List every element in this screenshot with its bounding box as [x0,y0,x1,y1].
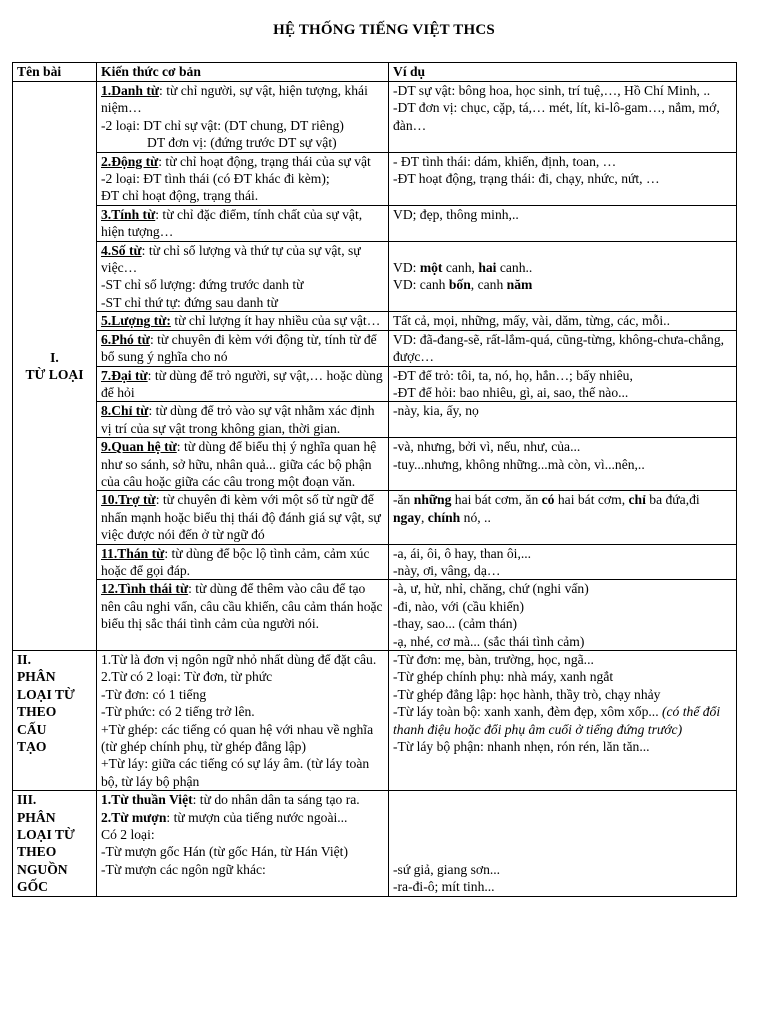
example-text: -ăn [393,492,414,508]
section-line: PHÂN [17,809,56,825]
term-label: 11.Thán từ [101,545,165,561]
knowledge-cell [97,205,389,241]
knowledge-line: -Từ đơn: có 1 tiếng [101,686,207,702]
example-emphasis: chính [427,509,461,525]
example-line: -DT đơn vị: chục, cặp, tá,… mét, lít, ki-lô-gam…, nắm, mớ, đàn… [393,100,720,133]
section-line: THEO [17,704,57,720]
example-line [393,259,732,276]
table-row [13,438,737,491]
term-definition: : từ do nhân dân ta sáng tạo ra. [192,792,360,808]
section-word-origin [13,791,97,896]
knowledge-line: -Từ mượn gốc Hán (từ gốc Hán, từ Hán Việt) [101,844,348,860]
example-cell [389,651,737,791]
term-definition: : từ chuyên đi kèm với động từ, tính từ để bổ sung ý nghĩa cho nó [101,331,377,365]
example-cell [389,82,737,153]
section-line: THEO [17,844,57,860]
example-line: -a, ái, ôi, ô hay, than ôi,... [393,545,532,561]
example-line: Tất cả, mọi, những, mấy, vài, dăm, từng, các, mỗi.. [393,313,670,329]
example-line: -sứ giả, giang sơn... [393,861,501,877]
table-header-row [13,63,737,82]
term-label: 4.Số từ [101,242,142,258]
knowledge-line: -2 loại: ĐT tình thái (có ĐT khác đi kèm); [101,171,330,187]
example-line: -ĐT để trỏ: tôi, ta, nó, họ, hắn…; bấy nhiêu, [393,367,633,383]
term-definition: : từ dùng để bộc lộ tình cảm, cảm xúc hoặc để gọi đáp. [101,545,370,578]
section-word-structure [13,651,97,791]
table-row [13,366,737,402]
table-row [13,241,737,312]
spacer [393,242,732,259]
example-text: VD: canh [393,277,449,293]
section-line: II. [17,652,31,667]
example-cell [389,312,737,330]
knowledge-cell [97,580,389,651]
example-line: -Từ ghép chính phụ: nhà máy, xanh ngắt [393,669,614,685]
example-emphasis: năm [506,277,533,293]
table-row [13,580,737,651]
term-label: 1.Từ thuần Việt [101,792,193,808]
table-row [13,491,737,544]
example-cell [389,152,737,205]
example-cell [389,330,737,366]
term-label: 9.Quan hệ từ [101,439,177,455]
table-row [13,205,737,241]
header-knowledge: Kiến thức cơ bản [97,63,389,82]
table-row [13,312,737,330]
term-definition: : từ dùng để trỏ người, sự vật,… hoặc dùng để hỏi [101,367,383,400]
example-cell [389,438,737,491]
section-line: GỐC [17,879,48,895]
example-text: , [420,509,428,525]
knowledge-cell [97,330,389,366]
example-cell [389,580,737,651]
knowledge-line: Có 2 loại: [101,827,155,843]
term-label: 12.Tình thái từ [101,581,189,597]
example-line: VD; đẹp, thông minh,.. [393,206,519,222]
example-cell [389,544,737,580]
term-label: 6.Phó từ [101,331,150,347]
term-definition: : từ mượn của tiếng nước ngoài... [166,809,348,825]
table-row [13,82,737,153]
term-label: 7.Đại từ [101,367,148,383]
section-line: NGUỒN [17,861,68,877]
example-text: canh, [442,259,479,275]
knowledge-cell [97,152,389,205]
term-definition: : từ chuyên đi kèm với một số từ ngữ để nhấn mạnh hoặc biểu thị thái độ đánh giá sự vật, sự việc được nói đến ở từ ngữ đó [101,492,381,543]
term-definition: : từ dùng để trỏ vào sự vật nhằm xác định vị trí của sự vật trong không gian, thời gian. [101,403,375,436]
example-line: -Từ ghép đẳng lập: học hành, thầy trò, chạy nhảy [393,686,661,702]
header-lesson: Tên bài [13,63,97,82]
table-row [13,152,737,205]
example-line [393,703,732,738]
knowledge-cell [97,82,389,153]
term-label: 2.Từ mượn [101,809,167,825]
knowledge-line: ĐT chỉ hoạt động, trạng thái. [101,188,259,204]
knowledge-cell [97,438,389,491]
example-line: - ĐT tình thái: dám, khiến, định, toan, … [393,153,617,169]
example-cell [389,402,737,438]
example-line: -thay, sao... (cảm thán) [393,616,518,632]
knowledge-cell [97,544,389,580]
example-cell [389,241,737,312]
table-row [13,402,737,438]
table-row [13,791,737,896]
term-definition: : từ chỉ đặc điểm, tính chất của sự vật, hiện tượng… [101,206,363,240]
example-line: -này, kia, ấy, nọ [393,403,479,419]
example-cell [389,791,737,896]
section-line: PHÂN [17,669,56,685]
knowledge-line: -ST chỉ thứ tự: đứng sau danh từ [101,294,278,310]
term-label: 10.Trợ từ [101,492,156,508]
term-definition: : từ dùng để biểu thị ý nghĩa quan hệ như so sánh, sở hữu, nhân quả... giữa các bộ phận của câu hoặc giữa các câu trong một đoạn văn. [101,439,377,489]
example-line: -ạ, nhé, cơ mà... (sắc thái tình cảm) [393,633,585,649]
table-row [13,330,737,366]
knowledge-line: -ST chỉ số lượng: đứng trước danh từ [101,277,304,293]
section-name: TỪ LOẠI [25,367,84,382]
example-line: -này, ơi, vâng, dạ… [393,562,501,578]
example-line: -và, nhưng, bởi vì, nếu, như, của... [393,439,581,455]
knowledge-line: 1.Từ là đơn vị ngôn ngữ nhỏ nhất dùng để đặt câu. [101,652,377,667]
example-line: -ĐT hoạt động, trạng thái: đi, chạy, nhức, nứt, … [393,171,660,187]
example-line: VD: đã-đang-sẽ, rất-lắm-quá, cũng-từng, không-chưa-chẳng, được… [393,331,725,365]
term-definition: từ chỉ lượng ít hay nhiều của sự vật… [170,313,381,329]
knowledge-line: -Từ phức: có 2 tiếng trở lên. [101,704,255,720]
example-line: -tuy...nhưng, không những...mà còn, vì...nên,.. [393,456,645,472]
section-line: CẤU [17,721,47,737]
example-emphasis: bốn [448,277,471,293]
example-text: ba đứa,đi [645,492,700,508]
knowledge-line: DT đơn vị: (đứng trước DT sự vật) [147,135,337,151]
example-emphasis: ngay [393,509,421,525]
term-label: 3.Tính từ [101,206,156,222]
header-example: Ví dụ [389,63,737,82]
example-line: -Từ láy bộ phận: nhanh nhẹn, rón rén, lăn tăn... [393,739,650,755]
term-definition: : từ chỉ người, sự vật, hiện tượng, khái niệm… [101,83,368,116]
section-line: III. [17,792,37,808]
term-definition: : từ chỉ hoạt động, trạng thái của sự vật [158,153,371,169]
example-text: nó, .. [460,509,491,525]
knowledge-line: -Từ mượn các ngôn ngữ khác: [101,861,266,877]
knowledge-cell [97,491,389,544]
example-line: -DT sự vật: bông hoa, học sinh, trí tuệ,…, Hồ Chí Minh, .. [393,83,711,98]
example-cell [389,491,737,544]
example-text: hai bát cơm, ăn [451,492,542,508]
example-text: , canh [470,277,507,293]
grammar-table [12,62,737,897]
term-label: 1.Danh từ [101,83,160,98]
example-emphasis: những [413,492,452,508]
example-text: canh.. [496,259,533,275]
knowledge-line: +Từ ghép: các tiếng có quan hệ với nhau về nghĩa (từ ghép chính phụ, từ ghép đẳng lập) [101,721,374,755]
example-emphasis: hai [478,259,497,275]
example-emphasis: chỉ [628,492,646,508]
knowledge-cell [97,312,389,330]
example-note: (có thể đổi thanh điệu hoặc đổi phụ âm cuối ở tiếng đứng trước) [393,704,721,737]
example-text: VD: [393,259,420,275]
table-row [13,544,737,580]
example-cell [389,205,737,241]
example-line: -đi, nào, với (cầu khiến) [393,598,524,614]
example-line: -à, ư, hử, nhỉ, chăng, chứ (nghi vấn) [393,581,589,597]
knowledge-cell [97,402,389,438]
term-definition: : từ chỉ số lượng và thứ tự của sự vật, sự việc… [101,242,361,276]
example-line: -ra-đi-ô; mít tinh... [393,879,495,895]
term-label: 5.Lượng từ: [101,313,171,329]
knowledge-line: 2.Từ có 2 loại: Từ đơn, từ phức [101,669,273,685]
example-text: -Từ láy toàn bộ: xanh xanh, đèm đẹp, xôm xốp... [393,704,662,720]
knowledge-line: +Từ láy: giữa các tiếng có sự láy âm. (từ láy toàn bộ, từ láy bộ phận [101,756,370,789]
section-line: LOẠI TỪ [17,827,75,843]
knowledge-cell [97,366,389,402]
example-emphasis: một [419,259,443,275]
section-number: I. [50,349,59,365]
example-cell [389,366,737,402]
section-line: LOẠI TỪ [17,686,75,702]
example-line: -ĐT để hỏi: bao nhiêu, gì, ai, sao, thế nào... [393,384,629,400]
example-line [393,276,732,293]
term-label: 2.Động từ [101,153,159,169]
page-title: HỆ THỐNG TIẾNG VIỆT THCS [273,22,495,38]
section-line: TẠO [17,739,47,755]
example-emphasis: có [541,492,555,508]
knowledge-line: -2 loại: DT chỉ sự vật: (DT chung, DT riêng) [101,117,344,133]
knowledge-line [101,809,384,826]
knowledge-cell [97,791,389,896]
knowledge-cell [97,241,389,312]
example-text: hai bát cơm, [554,492,629,508]
table-row [13,651,737,791]
knowledge-cell [97,651,389,791]
term-label: 8.Chỉ từ [101,403,149,419]
term-definition: : từ dùng để thêm vào câu để tạo nên câu nghi vấn, câu cầu khiến, câu cảm thán hoặc biểu thị sắc thái tình cảm của người nói. [101,581,383,632]
example-line: -Từ đơn: mẹ, bàn, trường, học, ngã... [393,652,594,667]
section-word-class [13,82,97,651]
